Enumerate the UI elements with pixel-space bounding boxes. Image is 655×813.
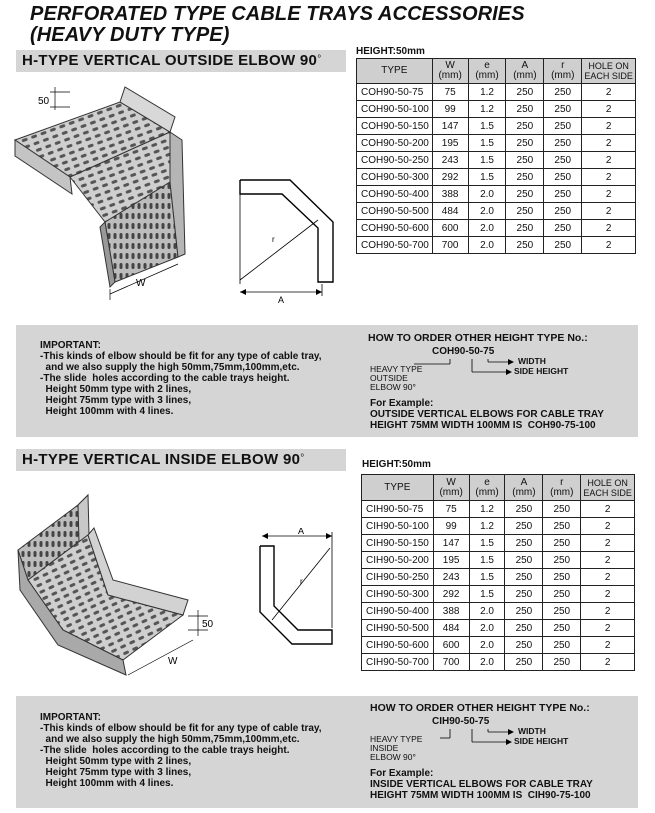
col-header-r: r (mm) [543, 475, 581, 501]
value-cell: 2 [582, 220, 636, 237]
type-cell: CIH90-50-200 [362, 552, 434, 569]
example-line: HEIGHT 75MM WIDTH 100MM IS CIH90-75-100 [370, 790, 591, 801]
outside-order-width-label: WIDTH [518, 356, 546, 366]
important-line: -This kinds of elbow should be fit for any type of cable tray, [40, 351, 322, 362]
table-header-row [357, 59, 636, 84]
value-cell: 2.0 [468, 203, 506, 220]
value-cell: 250 [543, 620, 581, 637]
type-cell: COH90-50-400 [357, 186, 433, 203]
value-cell: 250 [505, 603, 543, 620]
inside-order-type-label: HEAVY TYPE INSIDE ELBOW 90° [370, 734, 423, 762]
value-cell: 250 [544, 169, 582, 186]
value-cell: 250 [505, 569, 543, 586]
table-row [362, 586, 635, 603]
table-row [357, 135, 636, 152]
value-cell: 2 [582, 135, 636, 152]
outside-example [370, 398, 604, 431]
value-cell: 250 [543, 637, 581, 654]
value-cell: 700 [433, 654, 469, 671]
table-row [357, 169, 636, 186]
value-cell: 250 [505, 637, 543, 654]
type-cell: CIH90-50-500 [362, 620, 434, 637]
value-cell: 2.0 [469, 620, 505, 637]
inside-a-dim-label: A [298, 528, 305, 536]
value-cell: 243 [433, 569, 469, 586]
value-cell: 2 [581, 637, 635, 654]
type-cell: COH90-50-300 [357, 169, 433, 186]
value-cell: 250 [506, 118, 544, 135]
value-cell: 250 [506, 101, 544, 118]
value-cell: 250 [543, 654, 581, 671]
outside-order-code: COH90-50-75 [432, 346, 495, 357]
value-cell: 250 [543, 535, 581, 552]
value-cell: 2.0 [468, 237, 506, 254]
value-cell: 600 [433, 637, 469, 654]
value-cell: 250 [544, 203, 582, 220]
inside-important-notes [40, 712, 322, 789]
value-cell: 2 [582, 186, 636, 203]
table-row [362, 501, 635, 518]
col-header-w: W (mm) [433, 475, 469, 501]
value-cell: 250 [505, 535, 543, 552]
outside-order-pointer-lines [410, 356, 520, 380]
table-row [357, 186, 636, 203]
table-header-row [362, 475, 635, 501]
value-cell: 1.5 [468, 135, 506, 152]
value-cell: 700 [432, 237, 468, 254]
value-cell: 2 [582, 84, 636, 101]
inside-radius-label: r [300, 577, 303, 586]
value-cell: 250 [544, 152, 582, 169]
inside-elbow-line-diagram [232, 528, 342, 656]
outside-order-side-label: SIDE HEIGHT [514, 366, 569, 376]
value-cell: 292 [433, 586, 469, 603]
main-title-line-2: (HEAVY DUTY TYPE) [30, 24, 230, 46]
value-cell: 75 [432, 84, 468, 101]
value-cell: 1.2 [469, 501, 505, 518]
value-cell: 2 [582, 118, 636, 135]
table-row [357, 237, 636, 254]
important-line: and we also supply the high 50mm,75mm,100mm,etc. [40, 362, 300, 373]
inside-order-side-label: SIDE HEIGHT [514, 736, 569, 746]
col-header-e: e (mm) [468, 59, 506, 84]
important-heading: IMPORTANT: [40, 340, 101, 351]
value-cell: 250 [543, 518, 581, 535]
type-cell: CIH90-50-100 [362, 518, 434, 535]
table-row [362, 518, 635, 535]
outside-important-notes [40, 340, 322, 417]
table-row [357, 84, 636, 101]
outside-elbow-section-title: H-TYPE VERTICAL OUTSIDE ELBOW 90° [16, 50, 346, 72]
value-cell: 1.5 [469, 552, 505, 569]
value-cell: 2 [581, 518, 635, 535]
value-cell: 250 [544, 118, 582, 135]
value-cell: 2.0 [469, 603, 505, 620]
table-row [362, 654, 635, 671]
value-cell: 2 [582, 237, 636, 254]
inside-elbow-section-title: H-TYPE VERTICAL INSIDE ELBOW 90° [16, 449, 346, 471]
example-line: OUTSIDE VERTICAL ELBOWS FOR CABLE TRAY [370, 409, 604, 420]
inside-height-dim-label: 50 [202, 619, 214, 630]
table-row [357, 220, 636, 237]
value-cell: 250 [506, 237, 544, 254]
value-cell: 1.5 [468, 169, 506, 186]
outside-width-dim-label: W [136, 278, 146, 289]
type-cell: COH90-50-700 [357, 237, 433, 254]
inside-height-label: HEIGHT:50mm [362, 459, 431, 470]
table-row [362, 637, 635, 654]
value-cell: 250 [506, 84, 544, 101]
table-row [357, 118, 636, 135]
main-title [30, 4, 525, 46]
important-line: Height 50mm type with 2 lines, [40, 756, 192, 767]
value-cell: 99 [432, 101, 468, 118]
value-cell: 250 [543, 501, 581, 518]
col-header-a: A (mm) [505, 475, 543, 501]
value-cell: 2 [581, 569, 635, 586]
col-header-w: W (mm) [432, 59, 468, 84]
value-cell: 250 [506, 135, 544, 152]
value-cell: 388 [432, 186, 468, 203]
table-row [362, 535, 635, 552]
value-cell: 250 [506, 220, 544, 237]
inside-elbow-product-drawing [8, 480, 218, 680]
value-cell: 250 [505, 501, 543, 518]
type-cell: COH90-50-150 [357, 118, 433, 135]
outside-elbow-line-diagram [230, 172, 340, 304]
col-header-type: TYPE [362, 475, 434, 501]
important-line: and we also supply the high 50mm,75mm,100mm,etc. [40, 734, 300, 745]
outside-elbow-spec-table [356, 58, 636, 254]
order-heading: HOW TO ORDER OTHER HEIGHT TYPE No.: [368, 332, 588, 344]
table-row [362, 569, 635, 586]
outside-order-info [368, 333, 633, 344]
value-cell: 1.2 [468, 101, 506, 118]
outside-height-label: HEIGHT:50mm [356, 46, 425, 57]
outside-height-dim-label: 50 [38, 96, 50, 107]
value-cell: 250 [544, 84, 582, 101]
example-line: INSIDE VERTICAL ELBOWS FOR CABLE TRAY [370, 779, 593, 790]
value-cell: 250 [544, 186, 582, 203]
important-line: -The slide holes according to the cable trays height. [40, 373, 290, 384]
value-cell: 250 [505, 552, 543, 569]
value-cell: 2 [581, 535, 635, 552]
outside-order-type-label: HEAVY TYPE OUTSIDE ELBOW 90° [370, 364, 423, 392]
inside-order-info [370, 703, 635, 714]
value-cell: 2 [582, 152, 636, 169]
value-cell: 147 [432, 118, 468, 135]
inside-order-width-label: WIDTH [518, 726, 546, 736]
value-cell: 2.0 [469, 637, 505, 654]
value-cell: 1.5 [468, 152, 506, 169]
type-cell: CIH90-50-400 [362, 603, 434, 620]
col-header-r: r (mm) [544, 59, 582, 84]
value-cell: 250 [505, 620, 543, 637]
important-line: Height 100mm with 4 lines. [40, 778, 174, 789]
value-cell: 250 [543, 569, 581, 586]
value-cell: 250 [544, 135, 582, 152]
value-cell: 250 [543, 603, 581, 620]
type-cell: COH90-50-100 [357, 101, 433, 118]
value-cell: 1.5 [469, 586, 505, 603]
value-cell: 484 [433, 620, 469, 637]
value-cell: 2 [581, 603, 635, 620]
table-row [362, 620, 635, 637]
value-cell: 600 [432, 220, 468, 237]
type-cell: COH90-50-250 [357, 152, 433, 169]
value-cell: 250 [543, 552, 581, 569]
type-cell: COH90-50-75 [357, 84, 433, 101]
important-line: Height 75mm type with 3 lines, [40, 767, 192, 778]
value-cell: 250 [506, 186, 544, 203]
order-heading: HOW TO ORDER OTHER HEIGHT TYPE No.: [370, 702, 590, 714]
col-header-e: e (mm) [469, 475, 505, 501]
value-cell: 250 [544, 101, 582, 118]
value-cell: 147 [433, 535, 469, 552]
value-cell: 2.0 [468, 220, 506, 237]
example-heading: For Example: [370, 398, 434, 409]
outside-radius-label: r [272, 235, 275, 244]
table-row [362, 552, 635, 569]
value-cell: 2 [581, 620, 635, 637]
table-row [362, 603, 635, 620]
important-line: Height 75mm type with 3 lines, [40, 395, 192, 406]
inside-example [370, 768, 593, 801]
table-row [357, 152, 636, 169]
col-header-a: A (mm) [506, 59, 544, 84]
outside-a-dim-label: A [278, 295, 285, 304]
inside-order-code: CIH90-50-75 [432, 716, 490, 727]
value-cell: 2 [581, 552, 635, 569]
value-cell: 2.0 [468, 186, 506, 203]
inside-width-dim-label: W [168, 656, 178, 667]
value-cell: 2 [581, 586, 635, 603]
value-cell: 250 [543, 586, 581, 603]
type-cell: CIH90-50-600 [362, 637, 434, 654]
col-header-holes: HOLE ON EACH SIDE [582, 59, 636, 84]
important-line: -This kinds of elbow should be fit for any type of cable tray, [40, 723, 322, 734]
value-cell: 75 [433, 501, 469, 518]
value-cell: 250 [506, 169, 544, 186]
value-cell: 250 [544, 237, 582, 254]
value-cell: 1.5 [468, 118, 506, 135]
main-title-line-1: PERFORATED TYPE CABLE TRAYS ACCESSORIES [30, 3, 525, 25]
inside-elbow-spec-table [361, 474, 635, 671]
example-heading: For Example: [370, 768, 434, 779]
type-cell: CIH90-50-75 [362, 501, 434, 518]
value-cell: 250 [505, 586, 543, 603]
value-cell: 2 [582, 101, 636, 118]
outside-elbow-product-drawing [10, 82, 205, 302]
type-cell: COH90-50-500 [357, 203, 433, 220]
value-cell: 1.2 [469, 518, 505, 535]
value-cell: 195 [433, 552, 469, 569]
value-cell: 250 [505, 654, 543, 671]
type-cell: CIH90-50-300 [362, 586, 434, 603]
value-cell: 2 [582, 169, 636, 186]
type-cell: CIH90-50-700 [362, 654, 434, 671]
value-cell: 388 [433, 603, 469, 620]
important-line: Height 100mm with 4 lines. [40, 406, 174, 417]
value-cell: 2 [581, 501, 635, 518]
important-line: Height 50mm type with 2 lines, [40, 384, 192, 395]
value-cell: 250 [505, 518, 543, 535]
value-cell: 292 [432, 169, 468, 186]
value-cell: 2 [582, 203, 636, 220]
value-cell: 1.5 [469, 535, 505, 552]
value-cell: 99 [433, 518, 469, 535]
value-cell: 2.0 [469, 654, 505, 671]
important-line: -The slide holes according to the cable trays height. [40, 745, 290, 756]
value-cell: 250 [506, 152, 544, 169]
type-cell: CIH90-50-150 [362, 535, 434, 552]
value-cell: 2 [581, 654, 635, 671]
type-cell: COH90-50-200 [357, 135, 433, 152]
value-cell: 1.2 [468, 84, 506, 101]
value-cell: 243 [432, 152, 468, 169]
example-line: HEIGHT 75MM WIDTH 100MM IS COH90-75-100 [370, 420, 596, 431]
type-cell: CIH90-50-250 [362, 569, 434, 586]
table-row [357, 101, 636, 118]
value-cell: 484 [432, 203, 468, 220]
table-row [357, 203, 636, 220]
col-header-holes: HOLE ON EACH SIDE [581, 475, 635, 501]
inside-order-pointer-lines [410, 726, 520, 750]
value-cell: 195 [432, 135, 468, 152]
important-heading: IMPORTANT: [40, 712, 101, 723]
value-cell: 250 [544, 220, 582, 237]
col-header-type: TYPE [357, 59, 433, 84]
type-cell: COH90-50-600 [357, 220, 433, 237]
value-cell: 250 [506, 203, 544, 220]
value-cell: 1.5 [469, 569, 505, 586]
